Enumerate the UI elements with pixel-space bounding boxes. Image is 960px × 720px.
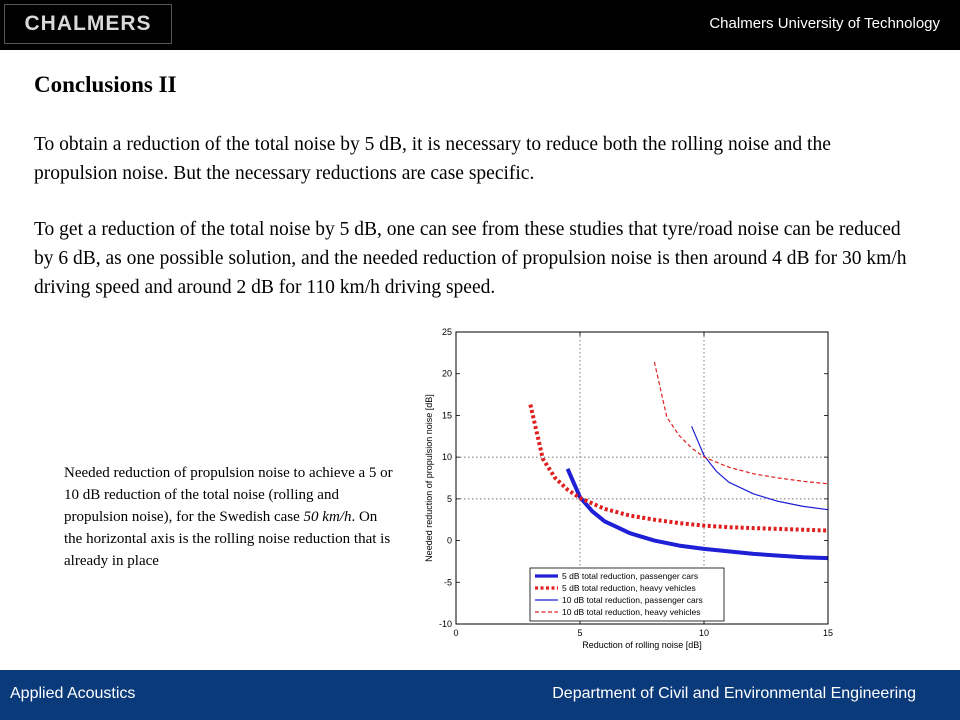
y-tick-label: 5 (446, 493, 452, 504)
legend-label: 10 dB total reduction, passenger cars (562, 595, 703, 605)
series-line-2 (530, 405, 828, 531)
y-tick-label: 10 (441, 452, 452, 463)
footer-course: Applied Acoustics (10, 685, 136, 702)
chart-series (530, 362, 828, 558)
caption-speed: 50 km/h (303, 509, 352, 525)
y-tick-label: 25 (441, 327, 452, 337)
series-line-4 (654, 362, 828, 484)
y-tick-label: 20 (441, 368, 452, 379)
header-bar (0, 0, 960, 50)
caption-text-start: Needed reduction of propulsion noise to achieve a 5 or 10 dB reduction of the total noise (rolling and propulsion noise), for the Swedish case (64, 465, 393, 525)
x-tick-label: 15 (822, 628, 834, 638)
paragraph-1: To obtain a reduction of the total noise by 5 dB, it is necessary to reduce both the rolling noise and the propulsion noise. But the necessary reductions are case specific. (34, 134, 831, 184)
x-tick-label: 5 (577, 628, 583, 638)
noise-reduction-chart (410, 322, 840, 652)
slide-title: Conclusions II (34, 72, 177, 97)
y-tick-label: -5 (443, 577, 452, 588)
x-tick-label: 0 (453, 628, 459, 638)
y-tick-label: 15 (441, 410, 452, 421)
logo-text: CHALMERS (24, 12, 152, 35)
legend-label: 5 dB total reduction, heavy vehicles (562, 583, 696, 593)
caption-text-end: . On the horizontal axis is the rolling noise reduction that is already in place (64, 509, 391, 569)
university-name: Chalmers University of Technology (709, 15, 940, 32)
x-tick-label: 10 (698, 628, 710, 638)
y-tick-label: -10 (438, 619, 452, 629)
footer-bar (0, 670, 960, 720)
x-axis-label: Reduction of rolling noise [dB] (582, 640, 702, 650)
y-axis-label: Needed reduction of propulsion noise [dB] (424, 394, 434, 562)
legend-label: 5 dB total reduction, passenger cars (562, 571, 699, 581)
series-line-1 (568, 469, 828, 558)
footer-department: Department of Civil and Environmental Engineering (552, 685, 916, 702)
chart-legend (530, 568, 724, 621)
paragraph-2: To get a reduction of the total noise by 5 dB, one can see from these studies that tyre/road noise can be reduced by 6 dB, as one possible solution, and the needed reduction of propulsion noise is then around 4 dB for 30 km/h driving speed and around 2 dB for 110 km/h driving speed. (34, 219, 907, 298)
chalmers-logo (4, 4, 172, 44)
series-line-3 (692, 426, 828, 509)
y-tick-label: 0 (446, 535, 452, 546)
legend-label: 10 dB total reduction, heavy vehicles (562, 607, 701, 617)
figure-caption (64, 462, 394, 572)
